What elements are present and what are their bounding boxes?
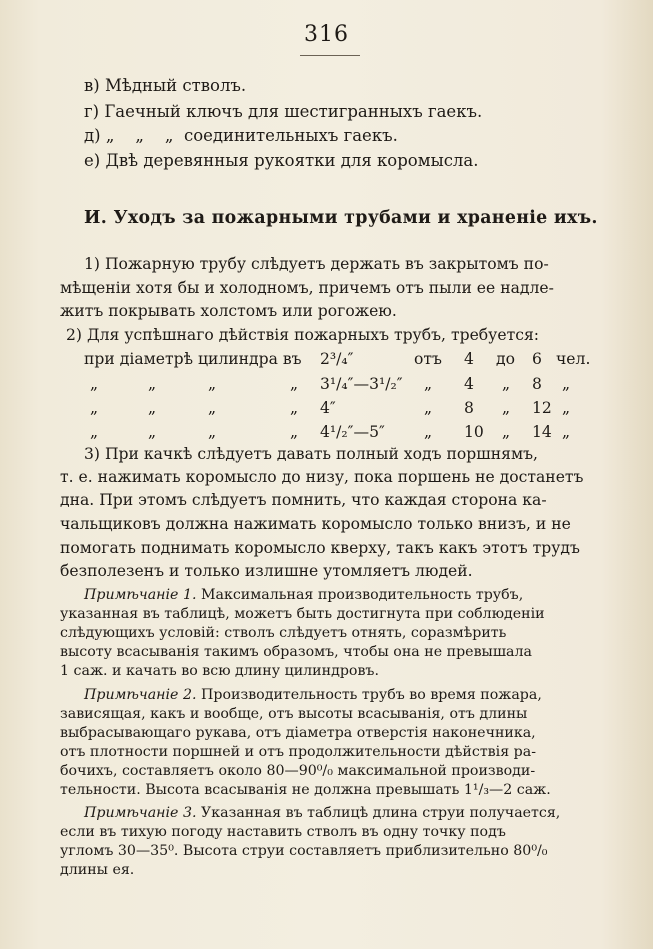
note-line: зависящая, какъ и вообще, отъ высоты всасыванія, отъ длины [60,706,528,722]
diameter-cell: 4″ [320,399,336,417]
note-first-line [84,804,560,823]
note-first-line [84,586,523,605]
note-first-line [84,686,542,705]
diameter-cell: 2³/₄″ [320,350,354,368]
list-text: „ „ „ соединительныхъ гаекъ. [105,126,398,145]
ditto-mark: „ [148,375,157,393]
paragraph-line: помогать поднимать коромысло кверху, такъ какъ этотъ трудъ [60,539,580,557]
paragraph-line: 2) Для успѣшнаго дѣйствія пожарныхъ трубъ, требуется: [66,326,540,344]
ditto-mark: „ [562,399,571,417]
list-marker: д) [84,126,101,145]
ditto-mark: „ [502,375,511,393]
list-marker: в) [84,76,100,95]
table-row [84,349,594,369]
paragraph-line: мѣщеніи хотя бы и холодномъ, причемъ отъ пыли ее надле- [60,279,554,297]
ditto-mark: „ [562,375,571,393]
table-row [84,374,594,394]
table-row [84,422,594,442]
page-number: 316 [304,22,349,47]
paragraph-line: чальщиковъ должна нажимать коромысло только внизъ, и не [60,515,571,533]
note-line: слѣдующихъ условій: стволъ слѣдуетъ отнять, соразмѣрить [60,625,507,641]
list-item [84,126,398,146]
note-text: Максимальная производительность трубъ, [201,587,524,603]
min-cell: 8 [464,399,474,417]
note-line: указанная въ таблицѣ, можетъ быть достигнута при соблюденіи [60,606,545,622]
ditto-mark: „ [424,399,433,417]
ditto-mark: „ [562,423,571,441]
note-line: тельности. Высота всасыванія не должна превышать 1¹/₃—2 саж. [60,782,551,798]
max-cell: 12 [532,399,552,417]
note-line: если въ тихую погоду наставить стволъ въ одну точку подъ [60,824,506,840]
note-text: Указанная въ таблицѣ длина струи получается, [201,805,561,821]
list-marker: е) [84,151,101,170]
ditto-mark: „ [208,399,217,417]
diameter-cell: 4¹/₂″—5″ [320,423,385,441]
list-text: Двѣ деревянныя рукоятки для коромысла. [105,151,479,170]
page-number-rule [300,55,360,56]
table-row [84,398,594,418]
max-cell: 14 [532,423,552,441]
note-line: угломъ 30—35⁰. Высота струи составляетъ приблизительно 80⁰/₀ [60,843,548,859]
min-cell: 4 [464,375,474,393]
list-item [84,151,479,171]
paragraph-line: 1) Пожарную трубу слѣдуетъ держать въ закрытомъ по- [84,255,549,273]
note-line: 1 саж. и качать во всю длину цилиндровъ. [60,663,379,679]
min-cell: 10 [464,423,484,441]
list-text: Мѣдный стволъ. [104,76,247,95]
note-line: бочихъ, составляетъ около 80—90⁰/₀ максимальной производи- [60,763,536,779]
max-cell: 8 [532,375,542,393]
ditto-mark: „ [208,423,217,441]
note-label: Примѣчаніе 2. [84,687,197,703]
row-label: при діаметрѣ цилиндра въ [84,350,302,368]
note-label: Примѣчаніе 3. [84,805,197,821]
min-cell: 4 [464,350,474,368]
diameter-cell: 3¹/₄″—3¹/₂″ [320,375,403,393]
to-word: до [496,350,515,368]
list-item [84,102,482,122]
ditto-mark: „ [502,399,511,417]
ditto-mark: „ [208,375,217,393]
paragraph-line: житъ покрывать холстомъ или рогожею. [60,302,397,320]
ditto-mark: „ [424,375,433,393]
list-marker: г) [84,102,100,121]
list-item [84,76,246,96]
ditto-mark: „ [290,423,299,441]
section-heading: И. Уходъ за пожарными трубами и храненіе ихъ. [84,208,598,228]
paragraph-line: 3) При качкѣ слѣдуетъ давать полный ходъ поршнямъ, [84,445,538,463]
note-line: выбрасывающаго рукава, отъ діаметра отверстія наконечника, [60,725,536,741]
ditto-mark: „ [424,423,433,441]
unit-cell: чел. [556,350,591,368]
ditto-mark: „ [148,399,157,417]
note-line: высоту всасыванія такимъ образомъ, чтобы она не превышала [60,644,532,660]
ditto-mark: „ [90,375,99,393]
list-text: Гаечный ключъ для шестигранныхъ гаекъ. [104,102,483,121]
paragraph-line: т. е. нажимать коромысло до низу, пока поршень не достанетъ [60,468,584,486]
max-cell: 6 [532,350,542,368]
note-line: отъ плотности поршней и отъ продолжительности дѣйствія ра- [60,744,537,760]
ditto-mark: „ [148,423,157,441]
ditto-mark: „ [90,399,99,417]
paragraph-line: безполезенъ и только излишне утомляетъ людей. [60,562,473,580]
note-label: Примѣчаніе 1. [84,587,197,603]
ditto-mark: „ [290,399,299,417]
ditto-mark: „ [90,423,99,441]
ditto-mark: „ [290,375,299,393]
note-line: длины ея. [60,862,135,878]
paragraph-line: дна. При этомъ слѣдуетъ помнить, что каждая сторона ка- [60,491,547,509]
ditto-mark: „ [502,423,511,441]
from-word: отъ [414,350,442,368]
note-text: Производительность трубъ во время пожара, [201,687,542,703]
